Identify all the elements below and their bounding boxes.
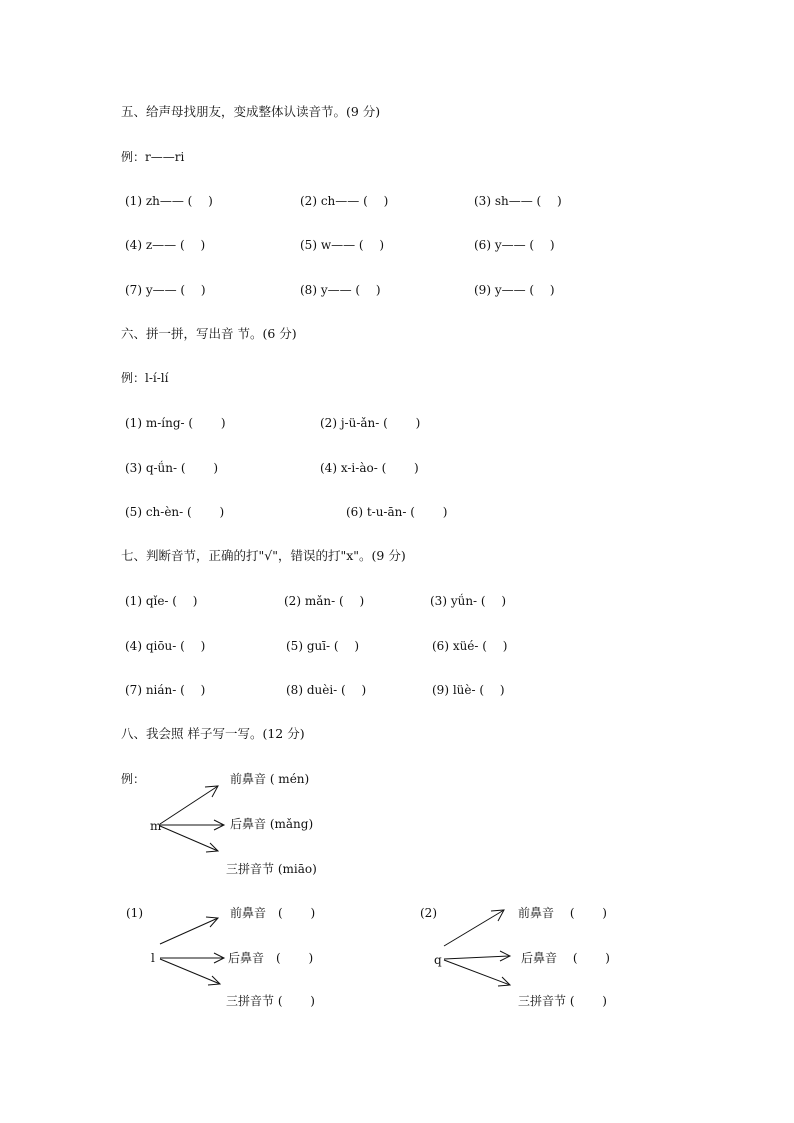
q2-arrow-right (444, 951, 510, 961)
section7-item-6: (6) xüé- ( ) (432, 639, 508, 653)
section6-item-1: (1) m-íng- ( ) (125, 416, 226, 430)
q2-arrow-up (444, 910, 504, 946)
section6-example: 例：l-í-lí (121, 371, 169, 385)
q1-front-nasal: 前鼻音 ( ) (230, 906, 316, 920)
section5-item-2: (2) ch—— ( ) (300, 194, 389, 208)
q1-triple-syllable: 三拼音节 ( ) (226, 994, 315, 1008)
section6-item-5: (5) ch-èn- ( ) (125, 505, 225, 519)
section7-item-9: (9) lüè- ( ) (432, 683, 505, 697)
q2-arrow-down (444, 960, 510, 986)
q2-back-nasal: 后鼻音 ( ) (521, 951, 610, 965)
section7-item-3: (3) yǘn- ( ) (430, 594, 507, 608)
example-back-nasal: 后鼻音 (mǎng) (230, 817, 314, 831)
example-triple-syllable: 三拼音节 (miāo) (226, 862, 317, 876)
section6-item-3: (3) q-ǘn- ( ) (125, 461, 219, 475)
example-arrow-up (160, 786, 218, 824)
section5-item-5: (5) w—— ( ) (300, 238, 385, 252)
q1-back-nasal: 后鼻音 ( ) (228, 951, 314, 965)
section5-item-7: (7) y—— ( ) (125, 283, 206, 297)
section7-item-2: (2) mǎn- ( ) (284, 594, 365, 608)
section7-item-4: (4) qiōu- ( ) (125, 639, 206, 653)
q1-arrow-up (160, 917, 218, 944)
q1-number: (1) (126, 906, 143, 920)
section7-item-7: (7) nián- ( ) (125, 683, 206, 697)
section7-item-1: (1) qǐe- ( ) (125, 594, 198, 608)
section6-item-6: (6) t-u-ān- ( ) (346, 505, 448, 519)
q2-front-nasal: 前鼻音 ( ) (518, 906, 607, 920)
section8-title: 八、我会照 样子写一写。(12 分) (121, 726, 305, 741)
section7-title: 七、判断音节，正确的打"√"，错误的打"x"。(9 分) (121, 548, 406, 563)
q1-arrow-down (160, 959, 220, 985)
section5-item-9: (9) y—— ( ) (474, 283, 555, 297)
section5-title: 五、给声母找朋友，变成整体认读音节。(9 分) (121, 104, 381, 119)
section7-item-8: (8) duèi- ( ) (286, 683, 367, 697)
section7-item-5: (5) guī- ( ) (286, 639, 360, 653)
section5-example: 例：r——ri (121, 150, 185, 164)
section6-item-4: (4) x-i-ào- ( ) (320, 461, 419, 475)
q2-number: (2) (420, 906, 437, 920)
example-label: 例： (121, 772, 146, 786)
example-arrow-down (160, 826, 218, 852)
section5-item-4: (4) z—— ( ) (125, 238, 206, 252)
q2-triple-syllable: 三拼音节 ( ) (518, 994, 607, 1008)
section6-item-2: (2) j-ü-ǎn- ( ) (320, 416, 421, 430)
q1-arrow-right (160, 953, 224, 963)
section5-item-6: (6) y—— ( ) (474, 238, 555, 252)
section5-item-1: (1) zh—— ( ) (125, 194, 213, 208)
example-arrow-right (160, 820, 224, 830)
section5-item-3: (3) sh—— ( ) (474, 194, 562, 208)
q1-letter: l (151, 951, 155, 965)
section6-title: 六、拼一拼，写出音 节。(6 分) (121, 326, 297, 341)
q2-letter: q (434, 953, 442, 967)
section5-item-8: (8) y—— ( ) (300, 283, 381, 297)
example-letter: m (150, 819, 162, 833)
example-front-nasal: 前鼻音 ( mén) (230, 772, 310, 786)
